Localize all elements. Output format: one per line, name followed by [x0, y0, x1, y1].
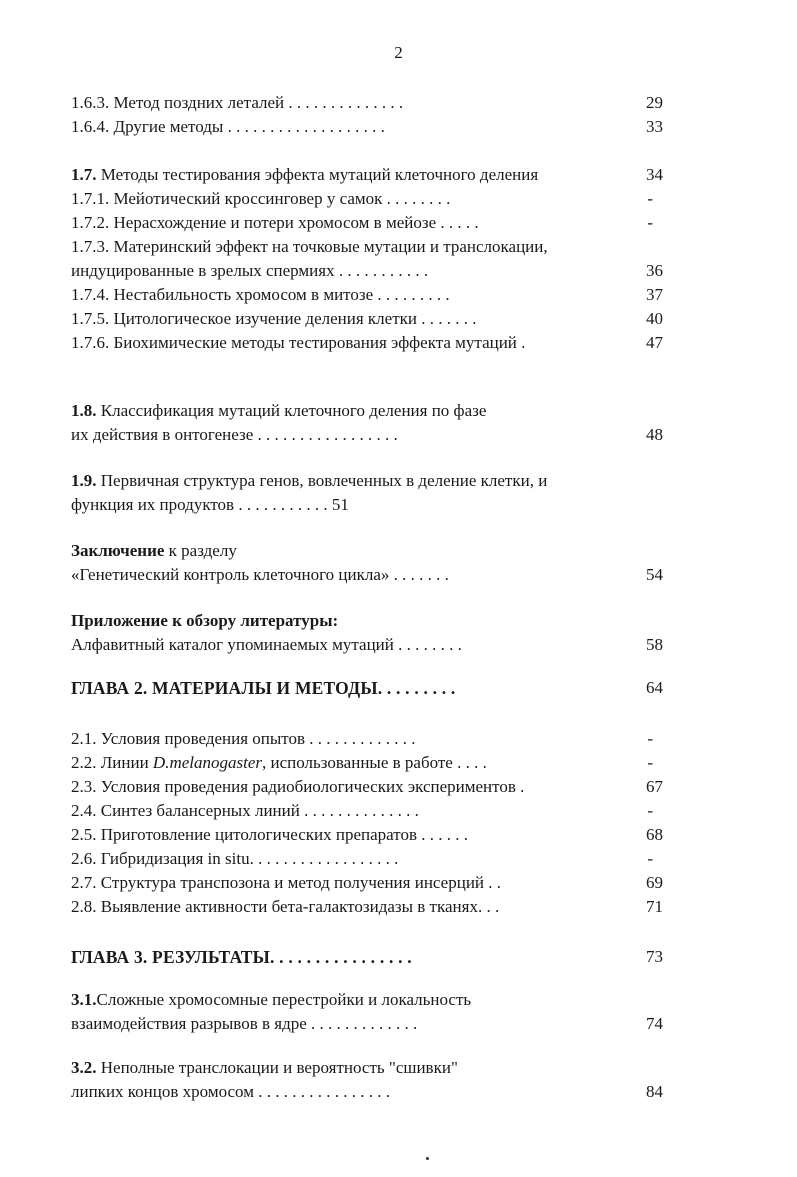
toc-page-number: 74	[646, 1014, 663, 1033]
toc-page-number: 34	[646, 165, 663, 184]
toc-entry-title: 1.6.4. Другие методы . . . . . . . . . . . . . . . . . . .	[71, 117, 385, 136]
toc-entry	[71, 610, 663, 632]
toc-entry	[71, 1057, 663, 1079]
toc-entry	[71, 92, 663, 114]
toc-page-number: -	[647, 849, 653, 868]
toc-entry-number: 3.1.	[71, 990, 97, 1009]
toc-entry-title: индуцированные в зрелых спермиях . . . . . . . . . . .	[71, 261, 429, 280]
toc-page-number: 67	[646, 777, 663, 796]
species-name: D.melanogaster	[152, 753, 262, 772]
toc-entry-title: 3.1.Сложные хромосомные перестройки и локальность	[71, 990, 472, 1009]
toc-entry-title: ГЛАВА 3. РЕЗУЛЬТАТЫ. . . . . . . . . . . . . . . .	[71, 947, 412, 967]
toc-entry	[71, 400, 663, 422]
toc-entry	[71, 308, 663, 330]
toc-page-number: 84	[646, 1082, 663, 1101]
toc-entry-title: 2.8. Выявление активности бета-галактозидазы в тканях. . .	[71, 897, 500, 916]
toc-entry-title	[71, 610, 338, 632]
toc-entry	[71, 470, 663, 492]
toc-entry-number: 1.9.	[71, 471, 97, 490]
toc-entry-title: 1.7.5. Цитологическое изучение деления клетки . . . . . . .	[71, 309, 477, 328]
toc-page-number: 47	[646, 333, 663, 352]
toc-entry-title: 2.3. Условия проведения радиобиологических экспериментов .	[71, 777, 525, 796]
toc-page-number: 40	[646, 309, 663, 328]
toc-entry-title: 1.9. Первичная структура генов, вовлеченных в деление клетки, и	[71, 471, 548, 490]
toc-entry	[71, 800, 663, 822]
toc-page-number: -	[647, 213, 653, 232]
toc-entry-title: 3.2. Неполные транслокации и вероятность "сшивки"	[71, 1058, 458, 1077]
toc-page-number: 71	[646, 897, 663, 916]
toc-entry-title: 1.7.3. Материнский эффект на точковые мутации и транслокации,	[71, 237, 548, 256]
toc-entry-title: 2.5. Приготовление цитологических препаратов . . . . . .	[71, 825, 469, 844]
toc-entry-title: 1.7.1. Мейотический кроссинговер у самок . . . . . . . .	[71, 189, 451, 208]
toc-entry-title: 1.7. Методы тестирования эффекта мутаций клеточного деления	[71, 165, 539, 184]
toc-entry	[71, 728, 663, 750]
toc-page-number: -	[647, 729, 653, 748]
toc-entry-title: ГЛАВА 2. МАТЕРИАЛЫ И МЕТОДЫ. . . . . . . . .	[71, 678, 456, 698]
scan-speck	[426, 1157, 429, 1160]
toc-entry-number: Заключение	[71, 541, 165, 560]
toc-page-number: 48	[646, 425, 663, 444]
toc-entry	[71, 872, 663, 894]
toc-page-number: 58	[646, 635, 663, 654]
toc-entry-number: 1.8.	[71, 401, 97, 420]
toc-entry-title: функция их продуктов . . . . . . . . . . . 51	[71, 495, 349, 514]
toc-entry	[71, 848, 663, 870]
toc-entry-title: 1.8. Классификация мутаций клеточного деления по фазе	[71, 401, 487, 420]
toc-entry	[71, 896, 663, 918]
toc-entry	[71, 564, 663, 586]
toc-entry	[71, 540, 663, 562]
toc-entry	[71, 236, 663, 258]
toc-entry-title: Алфавитный каталог упоминаемых мутаций . . . . . . . .	[71, 635, 462, 654]
toc-entry	[71, 212, 663, 234]
toc-entry	[71, 188, 663, 210]
toc-entry	[71, 494, 663, 516]
toc-page-number: 36	[646, 261, 663, 280]
toc-entry-title: 2.1. Условия проведения опытов . . . . . . . . . . . . .	[71, 729, 416, 748]
toc-entry-title: 1.7.4. Нестабильность хромосом в митозе . . . . . . . . .	[71, 285, 450, 304]
toc-entry-title: Заключение к разделу	[71, 541, 237, 560]
toc-entry-title: 2.6. Гибридизация in situ. . . . . . . . . . . . . . . . . .	[71, 849, 399, 868]
toc-page-number: 33	[646, 117, 663, 136]
toc-entry-title: «Генетический контроль клеточного цикла» . . . . . . .	[71, 565, 449, 584]
toc-entry	[71, 989, 663, 1011]
toc-entry-title: 2.2. Линии D.melanogaster, использованные в работе . . . .	[71, 753, 487, 772]
toc-page-number: 69	[646, 873, 663, 892]
toc-entry	[71, 824, 663, 846]
toc-entry-title: липких концов хромосом . . . . . . . . . . . . . . . .	[71, 1082, 390, 1101]
toc-entry	[71, 776, 663, 798]
toc-entry	[71, 1081, 663, 1103]
toc-entry	[71, 1013, 663, 1035]
toc-entry-number: Приложение к обзору литературы:	[71, 611, 339, 630]
toc-page-number: -	[647, 189, 653, 208]
toc-page-number: 54	[646, 565, 663, 584]
toc-entry	[71, 332, 663, 354]
page-number: 2	[394, 43, 403, 62]
toc-page-number: 29	[646, 93, 663, 112]
toc-entry-title: 1.6.3. Метод поздних леталей . . . . . . . . . . . . . .	[71, 93, 404, 112]
toc-entry-number: 1.7.	[71, 165, 97, 184]
toc-chapter-heading	[71, 946, 663, 968]
toc-entry	[71, 260, 663, 282]
toc-entry-title: взаимодействия разрывов в ядре . . . . . . . . . . . . .	[71, 1014, 418, 1033]
toc-entry-title: их действия в онтогенезе . . . . . . . . . . . . . . . . .	[71, 425, 398, 444]
toc-page-number: -	[647, 801, 653, 820]
toc-page-number: -	[647, 753, 653, 772]
toc-entry	[71, 116, 663, 138]
toc-page-number: 73	[646, 947, 663, 966]
toc-entry-title: 2.7. Структура транспозона и метод получения инсерций . .	[71, 873, 502, 892]
toc-page-number: 37	[646, 285, 663, 304]
toc-entry-title: 1.7.2. Нерасхождение и потери хромосом в мейозе . . . . .	[71, 213, 479, 232]
toc-entry-title: 1.7.6. Биохимические методы тестирования эффекта мутаций .	[71, 333, 526, 352]
toc-entry-number: 3.2.	[71, 1058, 97, 1077]
toc-entry	[71, 284, 663, 306]
toc-page-number: 64	[646, 678, 663, 697]
toc-entry-title: 2.4. Синтез балансерных линий . . . . . . . . . . . . . .	[71, 801, 419, 820]
toc-chapter-heading	[71, 677, 663, 699]
toc-entry	[71, 164, 663, 186]
toc-page-number: 68	[646, 825, 663, 844]
toc-entry	[71, 634, 663, 656]
toc-entry	[71, 424, 663, 446]
toc-entry	[71, 752, 663, 774]
